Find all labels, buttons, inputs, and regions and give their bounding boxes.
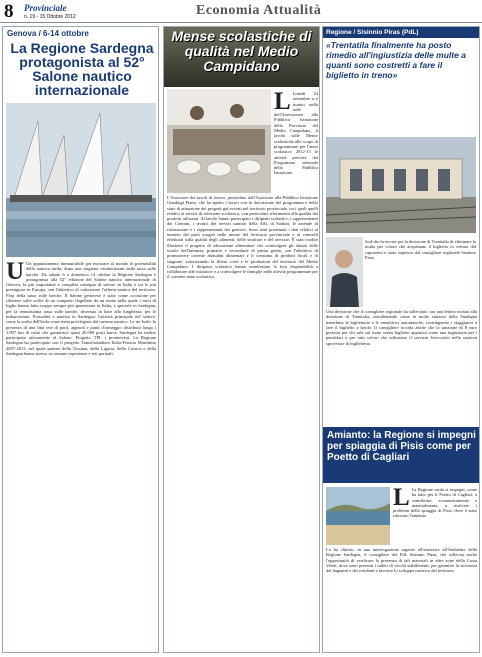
article-body: L'Assessore dei tavoli di lavoro, presieduto dall'Assessore alla Pubblica Istruzione Gianluigi Piano, che ha aperto i lavori con la descrizione del programma e dello stato di attuazione dei progetti già avviati nel territorio provinciale, tra i quali quelli relativi ai servizi di refezione scolastica, con particolare riferimento alla qualità dei prodotti utilizzati. Al tavolo hanno partecipato i dirigenti scolastici, i rappresentanti dei Comuni, i tecnici dei servizi sanitari della ASL di Sanluri, le aziende di ristorazione e i rappresentanti dei genitori. Sono stati presentati i dati relativi al numero dei pasti erogati nelle mense del territorio provinciale e ai controlli effettuati sulla qualità degli alimenti, delle strutture e del servizio. È stato inoltre illustrato il progetto di educazione alimentare che coinvolgerà gli alunni delle scuole dell'infanzia, primarie e secondarie di primo grado, con l'obiettivo di promuovere corrette abitudini alimentari e il consumo di prodotti locali e di stagione, valorizzando la filiera corta e le produzioni del territorio del Medio Campidano. I dirigenti scolastici hanno manifestato la loro disponibilità a collaborare alle iniziative e a coinvolgere le famiglie nelle attività programmate per il corrente anno scolastico.: [167, 195, 318, 280]
masthead: [0, 0, 482, 23]
school-canteen-photo: [167, 89, 271, 193]
article-intro: [274, 91, 318, 193]
drop-cap: L: [393, 487, 410, 511]
article-byline: Regione / Sisinnio Piras (PdL): [323, 27, 479, 38]
article-text: Lunedì 24 settembre si è riunito, nella sede dell'Assessorato alla Pubblica Istruzione della Provincia del Medio Campidano, il tavolo sulle Mense scolastiche allo scopo di programmare per l'anno scolastico 2012-13 le attività previste dal Programma triennale della Pubblica Istruzione.: [274, 91, 318, 176]
drop-cap: U: [6, 261, 25, 285]
section-title: Economia Attualità: [196, 3, 322, 18]
article-body: [6, 261, 156, 651]
article-intro: Sod-dis-fa-zio-ne per la decisione di Trenitalia di eliminare la multa per coloro che acquistano il biglietto in vettura dal capotreno e stato espresso dal consigliere regionale Sisinnio Piras.: [365, 239, 476, 260]
article-salone-nautico: [2, 26, 159, 653]
article-mense-scolastiche: [163, 26, 320, 653]
second-article-intro: [393, 487, 477, 545]
second-article-title: Amianto: la Regione si impegni per spiaggia di Pisis come per Poetto di Cagliari: [327, 430, 476, 463]
page-number: 8: [4, 1, 14, 22]
article-title: Mense scolastiche di qualità nel Medio Campidano: [171, 28, 312, 74]
train-station-photo: [326, 137, 476, 233]
issue-date: n. 19 - 15 Ottobre 2012: [24, 14, 76, 20]
article-title: «Trentatila finalmente ha posto rimedio all'ingiustizia delle multe a quanti sono costretti a fare il biglietto in treno»: [326, 40, 466, 80]
beach-photo: [326, 487, 390, 545]
drop-cap: L: [274, 91, 291, 115]
article-body: Una decisione che il consigliere regionale ha sollecitato con una lettera inviata alla direzione di Trenitalia, sottolineando come in molte stazioni della Sardegna manchino le biglietterie e le emettitrici automatiche, costringendo i viaggiatori a fare il biglietto a bordo. Il consigliere ricorda anche che la sanzione di 8 euro prevista per chi sale sul treno senza biglietto appariva come una ingiustizia per i pendolari e per tutti coloro che utilizzano il servizio ferroviario nelle stazioni sprovviste di biglietteria.: [326, 309, 477, 346]
second-article-body: Lo ha chiesto, in una interrogazione urgente all'assessore all'Ambiente della Regione Sardegna, il consigliere del PdL Sisinnio Piras, che sollecita anche l'opportunità di verificare la presenza di tali materiali in altre zone della Costa Verde, dove sono presenti i ruderi di vecchi stabilimenti, per garantire la sicurezza dei bagnanti e dei residenti e favorire lo sviluppo turistico del territorio.: [326, 547, 477, 574]
article-text: Un appuntamento immancabile per mostrare al mondo le potenzialità della nautica sarda, dopo una stagione caratterizzata dalla tassa sulle barche. Da sabato 6 a domenica 14 ottobre la Regione Sardegna è protagonista alla 52° edizione del Salone nautico internazionale di Genova, la più importante e completa rassegna di settore in Italia e tra le più prestigiose in Europa, con l'obiettivo di valorizzare l'offerta nautica del territorio. Plop della tassa sulle barche. Il Salone genovese è stato come occasione per riflettere sulle scelte di un comparto flagellato da un estate nella quale i mesi di luglio hanno fatto troppo sempre più spensierata in Italia, e speciale in Sardegna, per la temutissima tassa sulle barche, divenuta in base alla lunghezza, per le imbarcazioni. Portualità e nautica in Sardegna: l'attività principale nel settore, come la scelta dell'Isola come meta privilegiata dal turismo nautico. Le tre Isole: la presenza di una fitta rete di porti, approdi e punti d'ormeggio distribuiti lungo i 1.897 km di coste che garantisce quasi 20.000 posti barca. Sardegna ha inoltre partecipato attivamente al Salone. Progetto TPI: i prometeisti. La Regione Sardegna ha partecipato con il progetto Transfrontaliero Italia-Francia Marittimo 2007-2013, nel quale partner della Toscana, della Liguria, della Corsica e della Sardegna hanno messo in comune esperienze e reti portuali.: [6, 261, 156, 357]
politician-portrait-photo: [326, 237, 363, 307]
newspaper-logo: Provinciale: [24, 3, 67, 13]
article-kicker: Genova / 6-14 ottobre: [7, 29, 89, 38]
article-trenitalia: [322, 26, 480, 653]
article-text: La Regione sarda si impegni, come ha fatto per il Poetto di Cagliari, a contribuire, economicamente e materialmente, a risolvere i problemi della spiaggia di Pisis, dove è stato ritrovato l'amianto.: [393, 487, 477, 519]
boat-show-photo: [6, 103, 156, 257]
article-title: La Regione Sardegna protagonista al 52° Salone nautico internazionale: [10, 40, 154, 98]
